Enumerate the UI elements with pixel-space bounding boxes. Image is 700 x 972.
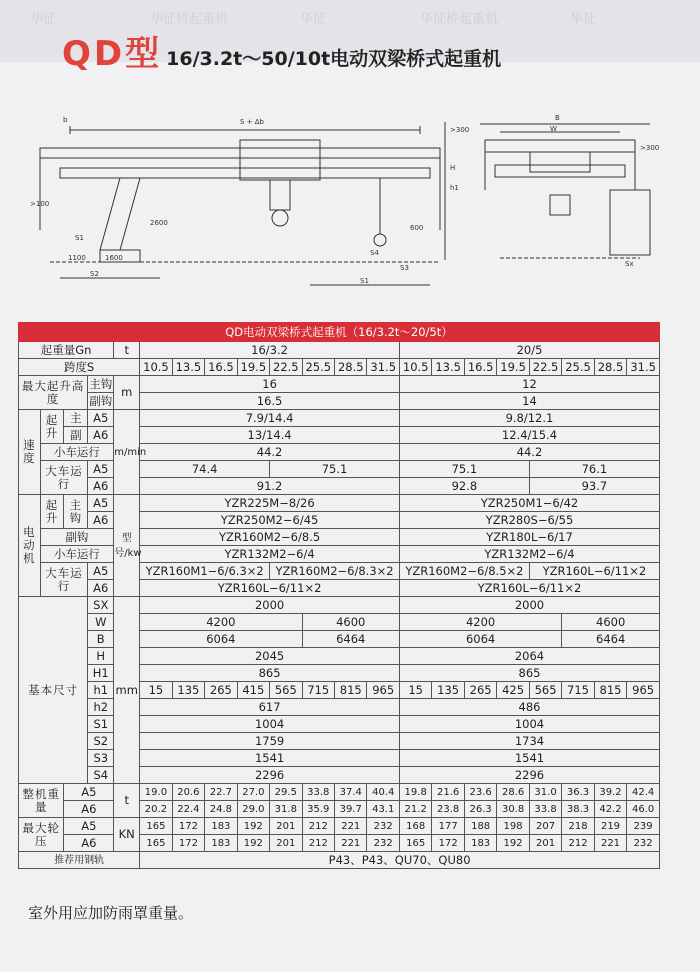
row-label: 起重量Gn	[19, 342, 114, 359]
cell: YZR225M−8/26	[140, 495, 400, 512]
cell: 172	[172, 818, 204, 835]
sub-label: A5	[88, 563, 114, 580]
cell: 28.6	[497, 784, 529, 801]
cell: 165	[140, 818, 172, 835]
cell: 617	[140, 699, 400, 716]
cell: 183	[205, 818, 237, 835]
watermark: 华征桥起重机	[150, 12, 229, 27]
sub-label: A6	[88, 580, 114, 597]
cell: 42.4	[627, 784, 660, 801]
dim-600: 600	[410, 224, 424, 232]
cell: 16.5	[140, 393, 400, 410]
unit: 型号/kw	[114, 495, 140, 597]
dim-sx: Sx	[625, 260, 634, 268]
unit: KN	[114, 818, 140, 852]
sub-label: h2	[88, 699, 114, 716]
cell: 232	[367, 818, 399, 835]
cell: 22.5	[270, 359, 302, 376]
cell: 22.4	[172, 801, 204, 818]
cell: YZR250M2−6/45	[140, 512, 400, 529]
cell: 37.4	[335, 784, 367, 801]
cell: 4200	[399, 614, 561, 631]
cell: 20.2	[140, 801, 172, 818]
cell: 135	[432, 682, 464, 699]
cell: 1004	[399, 716, 659, 733]
dim-s4: S4	[370, 249, 379, 257]
cell: 43.1	[367, 801, 399, 818]
dim-s2: S2	[90, 270, 99, 278]
cell: YZR160M2−6/8.5	[140, 529, 400, 546]
cell: 21.6	[432, 784, 464, 801]
cell: 165	[399, 835, 431, 852]
cell: 19.5	[237, 359, 269, 376]
group-label: 速度	[19, 410, 41, 495]
cell: 20.6	[172, 784, 204, 801]
cell: 21.2	[399, 801, 431, 818]
cell: 15	[399, 682, 431, 699]
cell: 36.3	[562, 784, 594, 801]
cell: 7.9/14.4	[140, 410, 400, 427]
cell: 31.5	[627, 359, 660, 376]
cell: 29.5	[270, 784, 302, 801]
cell: 2000	[399, 597, 659, 614]
cell: 25.5	[302, 359, 334, 376]
cell: 815	[594, 682, 626, 699]
cell: 1734	[399, 733, 659, 750]
row-label: 整机重量	[19, 784, 64, 818]
cell: 16.5	[464, 359, 496, 376]
cell: 177	[432, 818, 464, 835]
sub-label: h1	[88, 682, 114, 699]
cell: 15	[140, 682, 172, 699]
dim-s3: S3	[400, 264, 409, 272]
crane-drawing	[30, 110, 670, 300]
cell: 232	[367, 835, 399, 852]
cell: 12	[399, 376, 659, 393]
cell: 965	[627, 682, 660, 699]
cell: 10.5	[140, 359, 172, 376]
cell: 75.1	[270, 461, 400, 478]
row-label: 推荐用钢轨	[19, 852, 140, 869]
cell: 965	[367, 682, 399, 699]
cell: 192	[237, 835, 269, 852]
cell: 2045	[140, 648, 400, 665]
cell: 40.4	[367, 784, 399, 801]
cell: 76.1	[529, 461, 659, 478]
row-label: 小车运行	[40, 444, 114, 461]
row-label: 小车运行	[40, 546, 114, 563]
sub-label: H1	[88, 665, 114, 682]
cell: 1541	[140, 750, 400, 767]
cell: 486	[399, 699, 659, 716]
cell: 33.8	[302, 784, 334, 801]
sub-label: A6	[64, 835, 114, 852]
cell: 165	[140, 835, 172, 852]
cell: YZR160L−6/11×2	[399, 580, 659, 597]
cell: 183	[205, 835, 237, 852]
dim-1600: 1600	[105, 254, 123, 262]
cell: 16.5	[205, 359, 237, 376]
cell: 239	[627, 818, 660, 835]
cell: YZR180L−6/17	[399, 529, 659, 546]
sub-label: S4	[88, 767, 114, 784]
sub-label: SX	[88, 597, 114, 614]
cell: 93.7	[529, 478, 659, 495]
cell: 27.0	[237, 784, 269, 801]
dim-h1: h1	[450, 184, 459, 192]
cell: 865	[140, 665, 400, 682]
cell: 207	[529, 818, 561, 835]
footnote: 室外用应加防雨罩重量。	[28, 904, 194, 922]
cell: 74.4	[140, 461, 270, 478]
sub-label: S3	[88, 750, 114, 767]
cell: 218	[562, 818, 594, 835]
sub-label: A5	[88, 461, 114, 478]
cell: 13.5	[432, 359, 464, 376]
dim-w: W	[550, 125, 557, 133]
cell: 6464	[302, 631, 399, 648]
dim-300b: >300	[640, 144, 660, 152]
sub-label: A6	[88, 427, 114, 444]
unit: t	[114, 784, 140, 818]
watermark: 华征	[30, 12, 57, 27]
cell: YZR160M1−6/6.3×2	[140, 563, 270, 580]
cell: 23.8	[432, 801, 464, 818]
cell: 221	[335, 818, 367, 835]
dim-2600: 2600	[150, 219, 168, 227]
cell: 715	[302, 682, 334, 699]
cell: 188	[464, 818, 496, 835]
sub-label: 主	[64, 410, 88, 427]
cell: 10.5	[399, 359, 431, 376]
sub-label: A6	[88, 512, 114, 529]
dim-100: >100	[30, 200, 50, 208]
cell: 212	[302, 818, 334, 835]
cell: 13.5	[172, 359, 204, 376]
sub-label: A5	[64, 784, 114, 801]
group-label: 电动机	[19, 495, 41, 597]
cell: 232	[627, 835, 660, 852]
dim-300: >300	[450, 126, 470, 134]
cell: 28.5	[335, 359, 367, 376]
sub-label: A5	[88, 410, 114, 427]
cell: 865	[399, 665, 659, 682]
cell: 415	[237, 682, 269, 699]
cell: 201	[529, 835, 561, 852]
cell: 16/3.2	[140, 342, 400, 359]
cell: 30.8	[497, 801, 529, 818]
header-band	[0, 0, 700, 74]
cell: 565	[529, 682, 561, 699]
sub-label: H	[88, 648, 114, 665]
cell: 38.3	[562, 801, 594, 818]
cell: 91.2	[140, 478, 400, 495]
sub-label: A5	[64, 818, 114, 835]
cell: 26.3	[464, 801, 496, 818]
row-label: 副钩	[40, 529, 114, 546]
cell: 6464	[562, 631, 660, 648]
sub-label: 副钩	[89, 393, 113, 408]
cell: 44.2	[140, 444, 400, 461]
title-model: QD型	[62, 34, 163, 74]
row-label: 最大轮压	[19, 818, 64, 852]
cell: P43、P43、QU70、QU80	[140, 852, 660, 869]
cell: 31.0	[529, 784, 561, 801]
cell: 2296	[140, 767, 400, 784]
sub-label: A5	[88, 495, 114, 512]
table-title: QD电动双梁桥式起重机（16/3.2t～20/5t）	[19, 323, 660, 342]
cell: 39.2	[594, 784, 626, 801]
row-label: 大车运行	[40, 461, 88, 495]
row-label: 主钩	[64, 495, 88, 529]
cell: YZR160M2−6/8.3×2	[270, 563, 400, 580]
cell: 2000	[140, 597, 400, 614]
watermark: 华征桥起重机	[420, 12, 499, 27]
sub-label: A6	[88, 478, 114, 495]
bridge-girder-bottom	[60, 168, 430, 178]
cell: 221	[594, 835, 626, 852]
cell: 425	[497, 682, 529, 699]
cell: 183	[464, 835, 496, 852]
row-label: 最大起升高度	[19, 376, 88, 410]
dim-b: b	[63, 116, 68, 124]
unit: mm	[114, 597, 140, 784]
cell: 168	[399, 818, 431, 835]
cell: 35.9	[302, 801, 334, 818]
cell: 1759	[140, 733, 400, 750]
cell: 198	[497, 818, 529, 835]
cell: 265	[205, 682, 237, 699]
cell: 12.4/15.4	[399, 427, 659, 444]
cell: 565	[270, 682, 302, 699]
cell: 14	[399, 393, 659, 410]
cell: 6064	[399, 631, 561, 648]
cell: 23.6	[464, 784, 496, 801]
cell: YZR132M2−6/4	[399, 546, 659, 563]
cell: 25.5	[562, 359, 594, 376]
sub-label: B	[88, 631, 114, 648]
cell: 172	[172, 835, 204, 852]
cell: 4200	[140, 614, 302, 631]
title-desc: 16/3.2t～50/10t电动双梁桥式起重机	[166, 48, 502, 70]
cell: 46.0	[627, 801, 660, 818]
cell: 24.8	[205, 801, 237, 818]
cell: 192	[237, 818, 269, 835]
cell: 92.8	[399, 478, 529, 495]
cell: 212	[302, 835, 334, 852]
cell: 2064	[399, 648, 659, 665]
cell: YZR160L−6/11×2	[529, 563, 659, 580]
sub-label: S1	[88, 716, 114, 733]
watermark: 华征	[300, 12, 327, 27]
cell: 39.7	[335, 801, 367, 818]
cell: 201	[270, 818, 302, 835]
cell: 16	[140, 376, 400, 393]
cell: 4600	[562, 614, 660, 631]
dim-1100: 1100	[68, 254, 86, 262]
dim-s1b: S1	[360, 277, 369, 285]
group-label: 基本尺寸	[19, 597, 88, 784]
cell: 29.0	[237, 801, 269, 818]
sub-label: 副	[64, 427, 88, 444]
sub-label: 主钩	[89, 376, 113, 391]
cell: 212	[562, 835, 594, 852]
cell: 13/14.4	[140, 427, 400, 444]
watermark: 华征	[570, 12, 597, 27]
sub-label: W	[88, 614, 114, 631]
spec-table	[18, 322, 660, 869]
cell: 2296	[399, 767, 659, 784]
cell: 31.5	[367, 359, 399, 376]
cell: 22.5	[529, 359, 561, 376]
cell: 19.5	[497, 359, 529, 376]
cell: 715	[562, 682, 594, 699]
cell: 33.8	[529, 801, 561, 818]
dim-h: H	[450, 164, 456, 172]
sub-label: A6	[64, 801, 114, 818]
cell: YZR250M1−6/42	[399, 495, 659, 512]
cell: YZR160M2−6/8.5×2	[399, 563, 529, 580]
cell: 19.0	[140, 784, 172, 801]
row-label: 大车运行	[40, 563, 88, 597]
cell: 75.1	[399, 461, 529, 478]
cell: 219	[594, 818, 626, 835]
dim-s1: S1	[75, 234, 84, 242]
unit: m/min	[114, 410, 140, 495]
cell: 9.8/12.1	[399, 410, 659, 427]
cell: 265	[464, 682, 496, 699]
cell: 1004	[140, 716, 400, 733]
dim-b2: B	[555, 114, 560, 122]
cell: YZR280S−6/55	[399, 512, 659, 529]
page-title	[62, 26, 501, 75]
cell: 22.7	[205, 784, 237, 801]
cell: 815	[335, 682, 367, 699]
cell: 20/5	[399, 342, 659, 359]
cell: 42.2	[594, 801, 626, 818]
cell: 201	[270, 835, 302, 852]
sub-label: S2	[88, 733, 114, 750]
cell: 31.8	[270, 801, 302, 818]
dim-span: S + Δb	[240, 118, 264, 126]
cell: 28.5	[594, 359, 626, 376]
row-label: 起升	[40, 495, 64, 529]
cell: 1541	[399, 750, 659, 767]
cell: 6064	[140, 631, 302, 648]
unit: t	[114, 342, 140, 359]
cell: 44.2	[399, 444, 659, 461]
row-label: 跨度S	[19, 359, 140, 376]
cell: 172	[432, 835, 464, 852]
cell: 192	[497, 835, 529, 852]
cell: YZR132M2−6/4	[140, 546, 400, 563]
cell: 19.8	[399, 784, 431, 801]
row-label: 起升	[40, 410, 64, 444]
cell: 4600	[302, 614, 399, 631]
cell: YZR160L−6/11×2	[140, 580, 400, 597]
cell: 221	[335, 835, 367, 852]
unit: m	[114, 376, 140, 410]
cell: 135	[172, 682, 204, 699]
